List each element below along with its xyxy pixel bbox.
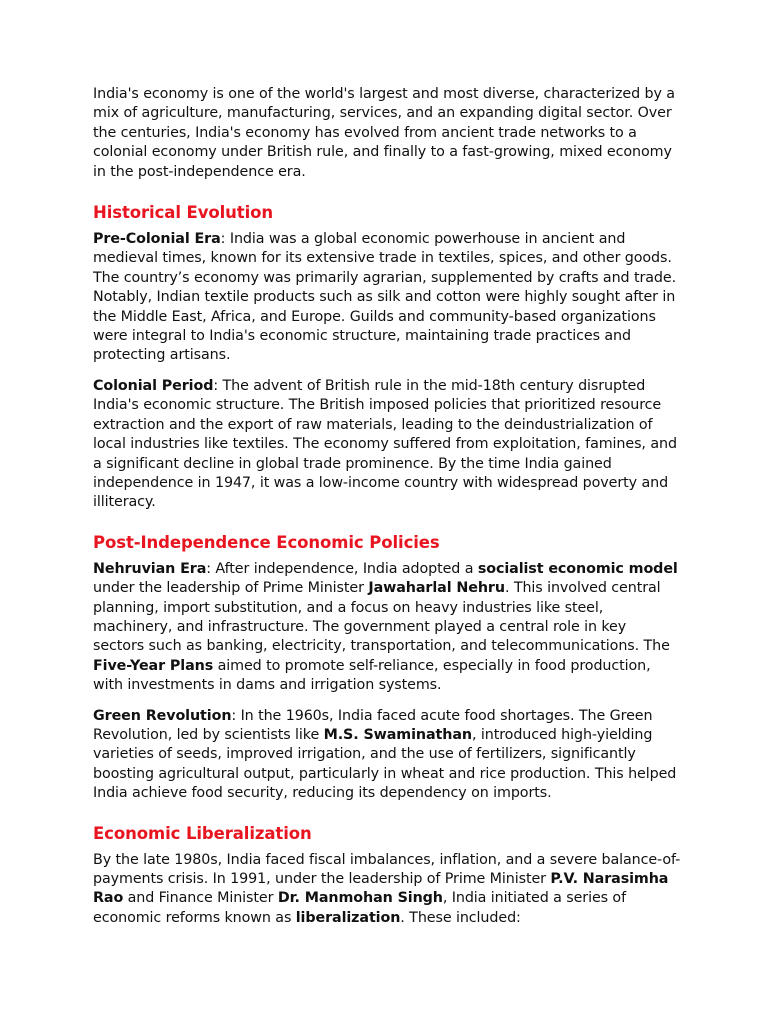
pre-colonial-paragraph <box>93 230 681 366</box>
colonial-paragraph <box>93 377 681 513</box>
document-page <box>93 85 681 939</box>
pre-colonial-term: Pre-Colonial Era <box>93 231 221 248</box>
nehru-name: Jawaharlal Nehru <box>368 580 505 597</box>
heading-economic-liberalization: Economic Liberalization <box>93 823 312 843</box>
manmohan-singh-name: Dr. Manmohan Singh <box>277 890 443 907</box>
green-revolution-term: Green Revolution <box>93 707 232 724</box>
colonial-term: Colonial Period <box>93 377 214 394</box>
heading-historical-evolution: Historical Evolution <box>93 203 274 223</box>
socialist-model-term: socialist economic model <box>477 560 678 577</box>
five-year-plans-term: Five-Year Plans <box>93 657 214 674</box>
intro-paragraph: India's economy is one of the world's largest and most diverse, characterized by a mix of agriculture, manufacturing, services, and an expanding digital sector. Over the centuries, India's economy has evolved from ancient trade networks to a colonial economy under British rule, and finally to a fast-growing, mixed economy in the post-independence era. <box>93 86 675 180</box>
nehruvian-term: Nehruvian Era <box>93 560 207 577</box>
green-revolution-paragraph: Green Revolution: In the 1960s, India faced acute food shortages. The Green Revolution, led by scientists like M.S. Swaminathan, introduced high-yielding varieties of seeds, improved irrigation, and the use of fertilizers, significantly boosting agricultural output, particularly in wheat and rice production. This helped India achieve food security, reducing its dependency on imports. <box>93 707 677 802</box>
colonial-text: : The advent of British rule in the mid-18th century disrupted India's economic structure. The British imposed policies that prioritized resource extraction and the export of raw materials, leading to the deindustrialization of local industries like textiles. The economy suffered from exploitation, famines, and a significant decline in global trade prominence. By the time India gained independence in 1947, it was a low-income country with widespread poverty and illiteracy. <box>93 377 677 511</box>
heading-post-independence: Post-Independence Economic Policies <box>93 532 440 552</box>
liberalization-paragraph: By the late 1980s, India faced fiscal imbalances, inflation, and a severe balance-of-payments crisis. In 1991, under the leadership of Prime Minister P.V. Narasimha Rao and Finance Minister Dr. Manmohan Singh, India initiated a series of economic reforms known as liberalization. These included: <box>93 851 681 926</box>
liberalization-term: liberalization <box>295 909 401 926</box>
nehruvian-paragraph: Nehruvian Era: After independence, India adopted a socialist economic model under the leadership of Prime Minister Jawaharlal Nehru. This involved central planning, import substitution, and a focus on heavy industries like steel, machinery, and infrastructure. The government played a central role in key sectors such as banking, electricity, transportation, and telecommunications. The Five-Year Plans aimed to promote self-reliance, especially in food production, with investments in dams and irrigation systems. <box>93 560 678 694</box>
pre-colonial-text: : India was a global economic powerhouse in ancient and medieval times, known for its extensive trade in textiles, spices, and other goods. The country’s economy was primarily agrarian, supplemented by crafts and trade. Notably, Indian textile products such as silk and cotton were highly sought after in the Middle East, Africa, and Europe. Guilds and community-based organizations were integral to India's economic structure, maintaining trade practices and protecting artisans. <box>93 231 677 364</box>
narasimha-rao-name: P.V. Narasimha Rao <box>93 871 669 907</box>
swaminathan-name: M.S. Swaminathan <box>323 726 472 743</box>
